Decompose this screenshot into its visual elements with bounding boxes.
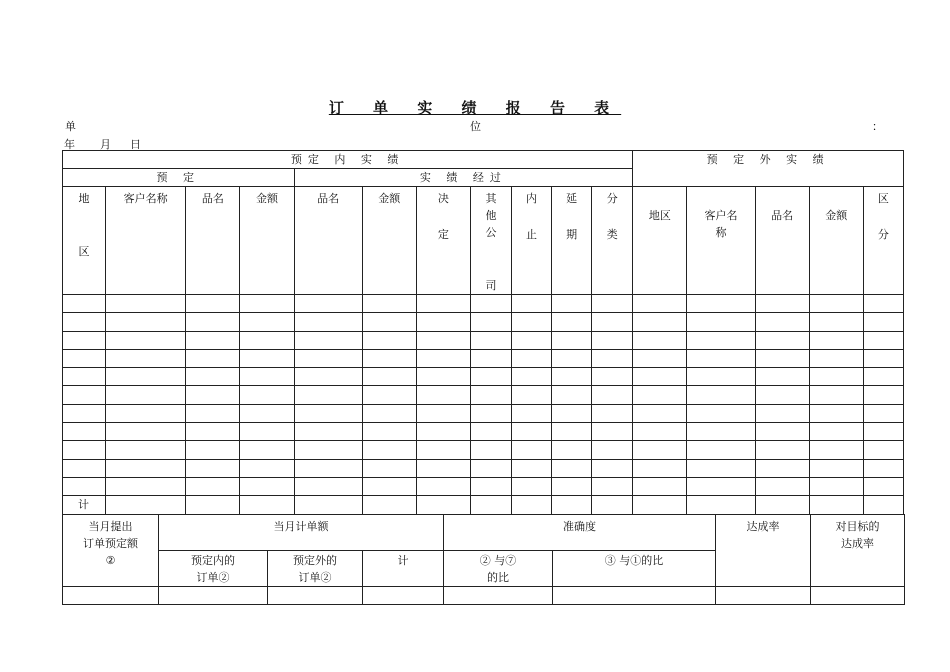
- table-cell[interactable]: [552, 441, 592, 459]
- table-cell[interactable]: [687, 331, 755, 349]
- table-cell[interactable]: [512, 349, 552, 367]
- table-cell[interactable]: [106, 313, 186, 331]
- col-header-customer: 客户名称: [106, 187, 186, 295]
- table-cell[interactable]: [240, 313, 294, 331]
- table-cell[interactable]: [687, 477, 755, 495]
- table-row: [63, 295, 904, 313]
- table-cell[interactable]: [186, 459, 240, 477]
- table-cell[interactable]: [755, 423, 809, 441]
- subheader-booked: 预 定: [63, 169, 295, 187]
- table-cell[interactable]: [294, 295, 362, 313]
- date-day: 日: [130, 138, 141, 151]
- table-cell[interactable]: [863, 313, 903, 331]
- col-header-delay: 延 期: [552, 187, 592, 295]
- page-title: 订 单 实 绩 报 告 表: [328, 99, 622, 117]
- table-cell[interactable]: [470, 459, 511, 477]
- table-row: [63, 404, 904, 422]
- table-cell[interactable]: [863, 349, 903, 367]
- table-cell[interactable]: [294, 331, 362, 349]
- table-cell[interactable]: [363, 587, 444, 605]
- col-header-class: 分 类: [592, 187, 633, 295]
- table-cell[interactable]: [106, 423, 186, 441]
- table-cell[interactable]: [268, 587, 363, 605]
- table-cell[interactable]: [755, 295, 809, 313]
- table-cell[interactable]: [809, 295, 863, 313]
- table-row: [63, 386, 904, 404]
- accuracy-header: 准确度: [444, 515, 716, 551]
- table-cell[interactable]: [755, 459, 809, 477]
- table-cell[interactable]: [552, 404, 592, 422]
- table-cell[interactable]: [755, 368, 809, 386]
- table-cell[interactable]: [633, 331, 687, 349]
- table-cell[interactable]: [552, 295, 592, 313]
- table-cell[interactable]: [63, 313, 106, 331]
- table-cell[interactable]: [809, 441, 863, 459]
- table-cell[interactable]: [809, 386, 863, 404]
- table-cell[interactable]: [362, 477, 416, 495]
- table-cell[interactable]: [633, 368, 687, 386]
- table-cell[interactable]: [552, 331, 592, 349]
- table-cell[interactable]: [470, 386, 511, 404]
- table-cell[interactable]: [592, 496, 633, 515]
- table-row: [63, 441, 904, 459]
- out-plan-orders-header: 预定外的 订单②: [268, 551, 363, 587]
- table-cell[interactable]: [863, 386, 903, 404]
- table-cell[interactable]: [362, 404, 416, 422]
- group-header-out-plan: 预 定 外 实 绩: [633, 151, 904, 187]
- table-cell[interactable]: [552, 386, 592, 404]
- table-cell[interactable]: [809, 496, 863, 515]
- table-cell[interactable]: [687, 404, 755, 422]
- table-cell[interactable]: [687, 313, 755, 331]
- table-cell[interactable]: [512, 477, 552, 495]
- table-cell[interactable]: [863, 496, 903, 515]
- table-cell[interactable]: [362, 349, 416, 367]
- table-cell[interactable]: [809, 368, 863, 386]
- table-cell[interactable]: [240, 477, 294, 495]
- table-cell[interactable]: [592, 423, 633, 441]
- table-cell[interactable]: [416, 295, 470, 313]
- table-cell[interactable]: [416, 404, 470, 422]
- table-cell[interactable]: [186, 477, 240, 495]
- table-cell[interactable]: [470, 368, 511, 386]
- table-cell[interactable]: [63, 423, 106, 441]
- table-cell[interactable]: [416, 368, 470, 386]
- table-cell[interactable]: [416, 477, 470, 495]
- table-cell[interactable]: [63, 386, 106, 404]
- table-cell[interactable]: [755, 331, 809, 349]
- table-cell[interactable]: [755, 386, 809, 404]
- table-cell[interactable]: [552, 496, 592, 515]
- table-cell[interactable]: [552, 313, 592, 331]
- table-cell[interactable]: [809, 459, 863, 477]
- table-cell[interactable]: [755, 477, 809, 495]
- table-cell[interactable]: [512, 459, 552, 477]
- table-cell[interactable]: [63, 368, 106, 386]
- table-cell[interactable]: [553, 587, 716, 605]
- col-header-product-1: 品名: [186, 187, 240, 295]
- table-cell[interactable]: [592, 349, 633, 367]
- table-row: [63, 368, 904, 386]
- table-cell[interactable]: [809, 331, 863, 349]
- table-cell[interactable]: [470, 313, 511, 331]
- table-cell[interactable]: [362, 295, 416, 313]
- table-cell[interactable]: [470, 496, 511, 515]
- table-cell[interactable]: [240, 331, 294, 349]
- table-cell[interactable]: [470, 477, 511, 495]
- table-cell[interactable]: [106, 295, 186, 313]
- table-cell[interactable]: [809, 423, 863, 441]
- col-header-out-division: 区 分: [863, 187, 903, 295]
- table-cell[interactable]: [240, 423, 294, 441]
- table-cell[interactable]: [592, 477, 633, 495]
- table-cell[interactable]: [687, 496, 755, 515]
- table-cell[interactable]: [512, 404, 552, 422]
- table-row: [63, 459, 904, 477]
- table-cell[interactable]: [716, 587, 811, 605]
- table-cell[interactable]: [416, 331, 470, 349]
- table-cell[interactable]: [687, 423, 755, 441]
- table-cell[interactable]: [592, 386, 633, 404]
- table-cell[interactable]: [362, 368, 416, 386]
- table-cell[interactable]: [863, 423, 903, 441]
- achievement-header: 达成率: [716, 515, 811, 587]
- table-cell[interactable]: [186, 404, 240, 422]
- table-cell[interactable]: [416, 441, 470, 459]
- table-cell[interactable]: [186, 386, 240, 404]
- table-cell[interactable]: [552, 459, 592, 477]
- table-cell[interactable]: [592, 313, 633, 331]
- table-cell[interactable]: [362, 313, 416, 331]
- table-cell[interactable]: [362, 496, 416, 515]
- table-cell[interactable]: [512, 386, 552, 404]
- table-cell[interactable]: [444, 587, 553, 605]
- table-cell[interactable]: [294, 404, 362, 422]
- table-cell[interactable]: [687, 386, 755, 404]
- table-cell[interactable]: [470, 423, 511, 441]
- table-cell[interactable]: [416, 496, 470, 515]
- total-row: [63, 496, 904, 515]
- group-header-in-plan: 预定 内 实 绩: [63, 151, 633, 169]
- table-cell[interactable]: [63, 441, 106, 459]
- table-cell[interactable]: [294, 423, 362, 441]
- table-cell[interactable]: [106, 477, 186, 495]
- table-cell[interactable]: [362, 331, 416, 349]
- table-cell[interactable]: [633, 441, 687, 459]
- table-cell[interactable]: [240, 459, 294, 477]
- table-cell[interactable]: [552, 368, 592, 386]
- table-cell[interactable]: [63, 331, 106, 349]
- table-cell[interactable]: [63, 295, 106, 313]
- col-header-region: 地 区: [63, 187, 106, 295]
- table-cell[interactable]: [633, 386, 687, 404]
- table-cell[interactable]: [863, 331, 903, 349]
- table-cell[interactable]: [416, 386, 470, 404]
- table-cell[interactable]: [592, 404, 633, 422]
- month-proposed-header: 当月提出 订单预定额 ②: [63, 515, 159, 587]
- table-cell[interactable]: [633, 313, 687, 331]
- table-cell[interactable]: [294, 368, 362, 386]
- table-cell[interactable]: [240, 295, 294, 313]
- table-cell[interactable]: [863, 295, 903, 313]
- table-cell[interactable]: [186, 496, 240, 515]
- table-cell[interactable]: [809, 477, 863, 495]
- table-cell[interactable]: [687, 295, 755, 313]
- unit-label-right: 位: [470, 120, 481, 133]
- table-cell[interactable]: [755, 349, 809, 367]
- table-cell[interactable]: [362, 459, 416, 477]
- table-cell[interactable]: [863, 477, 903, 495]
- table-cell[interactable]: [512, 496, 552, 515]
- table-cell[interactable]: [512, 423, 552, 441]
- table-cell[interactable]: [592, 368, 633, 386]
- table-cell[interactable]: [186, 331, 240, 349]
- table-cell[interactable]: [106, 386, 186, 404]
- target-achievement-header: 对目标的 达成率: [811, 515, 905, 587]
- total-label: 计: [63, 496, 106, 515]
- table-cell[interactable]: [159, 587, 268, 605]
- date-month: 月: [100, 138, 111, 151]
- table-cell[interactable]: [362, 441, 416, 459]
- table-cell[interactable]: [633, 404, 687, 422]
- unit-label-left: 单: [65, 120, 76, 133]
- table-cell[interactable]: [416, 423, 470, 441]
- table-cell[interactable]: [755, 313, 809, 331]
- table-cell[interactable]: [294, 441, 362, 459]
- unit-colon: ：: [872, 120, 883, 133]
- table-cell[interactable]: [186, 295, 240, 313]
- table-cell[interactable]: [63, 459, 106, 477]
- table-cell[interactable]: [240, 368, 294, 386]
- date-year: 年: [64, 138, 75, 151]
- table-row: [63, 313, 904, 331]
- table-cell[interactable]: [63, 404, 106, 422]
- subheader-actual: 实 绩 经过: [294, 169, 633, 187]
- table-cell[interactable]: [186, 441, 240, 459]
- table-cell[interactable]: [470, 441, 511, 459]
- table-cell[interactable]: [106, 404, 186, 422]
- table-cell[interactable]: [687, 441, 755, 459]
- table-cell[interactable]: [863, 368, 903, 386]
- col-header-decide: 决 定: [416, 187, 470, 295]
- table-cell[interactable]: [512, 313, 552, 331]
- table-cell[interactable]: [592, 331, 633, 349]
- table-cell[interactable]: [633, 423, 687, 441]
- col-header-inner-stop: 内 止: [512, 187, 552, 295]
- table-cell[interactable]: [240, 404, 294, 422]
- col-header-out-product: 品名: [755, 187, 809, 295]
- month-total-header: 当月计单额: [159, 515, 444, 551]
- table-cell[interactable]: [470, 349, 511, 367]
- table-cell[interactable]: [687, 368, 755, 386]
- col-header-out-amount: 金额: [809, 187, 863, 295]
- table-cell[interactable]: [809, 313, 863, 331]
- table-row: [63, 349, 904, 367]
- table-cell[interactable]: [811, 587, 905, 605]
- table-cell[interactable]: [470, 295, 511, 313]
- table-cell[interactable]: [106, 441, 186, 459]
- table-cell[interactable]: [633, 496, 687, 515]
- table-cell[interactable]: [863, 441, 903, 459]
- table-cell[interactable]: [106, 496, 186, 515]
- table-cell[interactable]: [470, 331, 511, 349]
- table-cell[interactable]: [863, 459, 903, 477]
- table-cell[interactable]: [755, 404, 809, 422]
- table-cell[interactable]: [294, 496, 362, 515]
- monthly-summary-table: [62, 514, 905, 605]
- table-cell[interactable]: [240, 349, 294, 367]
- in-plan-orders-header: 预定内的 订单②: [159, 551, 268, 587]
- col-header-product-2: 品名: [294, 187, 362, 295]
- table-cell[interactable]: [592, 295, 633, 313]
- table-cell[interactable]: [294, 477, 362, 495]
- table-cell[interactable]: [592, 459, 633, 477]
- table-cell[interactable]: [633, 295, 687, 313]
- table-cell[interactable]: [240, 441, 294, 459]
- col-header-amount-1: 金额: [240, 187, 294, 295]
- table-cell[interactable]: [106, 368, 186, 386]
- table-cell[interactable]: [633, 459, 687, 477]
- table-cell[interactable]: [416, 349, 470, 367]
- table-row: [63, 331, 904, 349]
- table-cell[interactable]: [63, 587, 159, 605]
- table-cell[interactable]: [106, 349, 186, 367]
- table-cell[interactable]: [512, 441, 552, 459]
- col-header-amount-2: 金额: [362, 187, 416, 295]
- table-cell[interactable]: [512, 368, 552, 386]
- table-cell[interactable]: [294, 459, 362, 477]
- table-cell[interactable]: [809, 404, 863, 422]
- table-cell[interactable]: [552, 423, 592, 441]
- table-cell[interactable]: [186, 368, 240, 386]
- table-cell[interactable]: [687, 349, 755, 367]
- table-cell[interactable]: [294, 313, 362, 331]
- table-cell[interactable]: [809, 349, 863, 367]
- table-cell[interactable]: [63, 349, 106, 367]
- table-cell[interactable]: [552, 477, 592, 495]
- table-cell[interactable]: [294, 386, 362, 404]
- table-cell[interactable]: [512, 295, 552, 313]
- ratio-3-1-header: ③ 与①的比: [553, 551, 716, 587]
- table-cell[interactable]: [240, 386, 294, 404]
- table-cell[interactable]: [416, 459, 470, 477]
- table-row: [63, 587, 905, 605]
- table-cell[interactable]: [186, 423, 240, 441]
- table-cell[interactable]: [186, 313, 240, 331]
- table-cell[interactable]: [470, 404, 511, 422]
- table-cell[interactable]: [863, 404, 903, 422]
- col-header-out-customer: 客户名 称: [687, 187, 755, 295]
- table-cell[interactable]: [552, 349, 592, 367]
- table-cell[interactable]: [633, 477, 687, 495]
- table-cell[interactable]: [633, 349, 687, 367]
- table-cell[interactable]: [186, 349, 240, 367]
- table-cell[interactable]: [362, 423, 416, 441]
- table-cell[interactable]: [416, 313, 470, 331]
- table-cell[interactable]: [106, 331, 186, 349]
- table-row: [63, 477, 904, 495]
- table-cell[interactable]: [63, 477, 106, 495]
- table-cell[interactable]: [294, 349, 362, 367]
- table-cell[interactable]: [106, 459, 186, 477]
- table-cell[interactable]: [687, 459, 755, 477]
- col-header-out-region: 地区: [633, 187, 687, 295]
- table-cell[interactable]: [512, 331, 552, 349]
- table-row: [63, 423, 904, 441]
- table-cell[interactable]: [362, 386, 416, 404]
- sum-header: 计: [363, 551, 444, 587]
- col-header-other-company: 其 他 公 司: [470, 187, 511, 295]
- order-results-table: [62, 150, 904, 515]
- table-cell[interactable]: [755, 441, 809, 459]
- ratio-2-7-header: ② 与⑦ 的比: [444, 551, 553, 587]
- table-cell[interactable]: [240, 496, 294, 515]
- table-cell[interactable]: [592, 441, 633, 459]
- table-cell[interactable]: [755, 496, 809, 515]
